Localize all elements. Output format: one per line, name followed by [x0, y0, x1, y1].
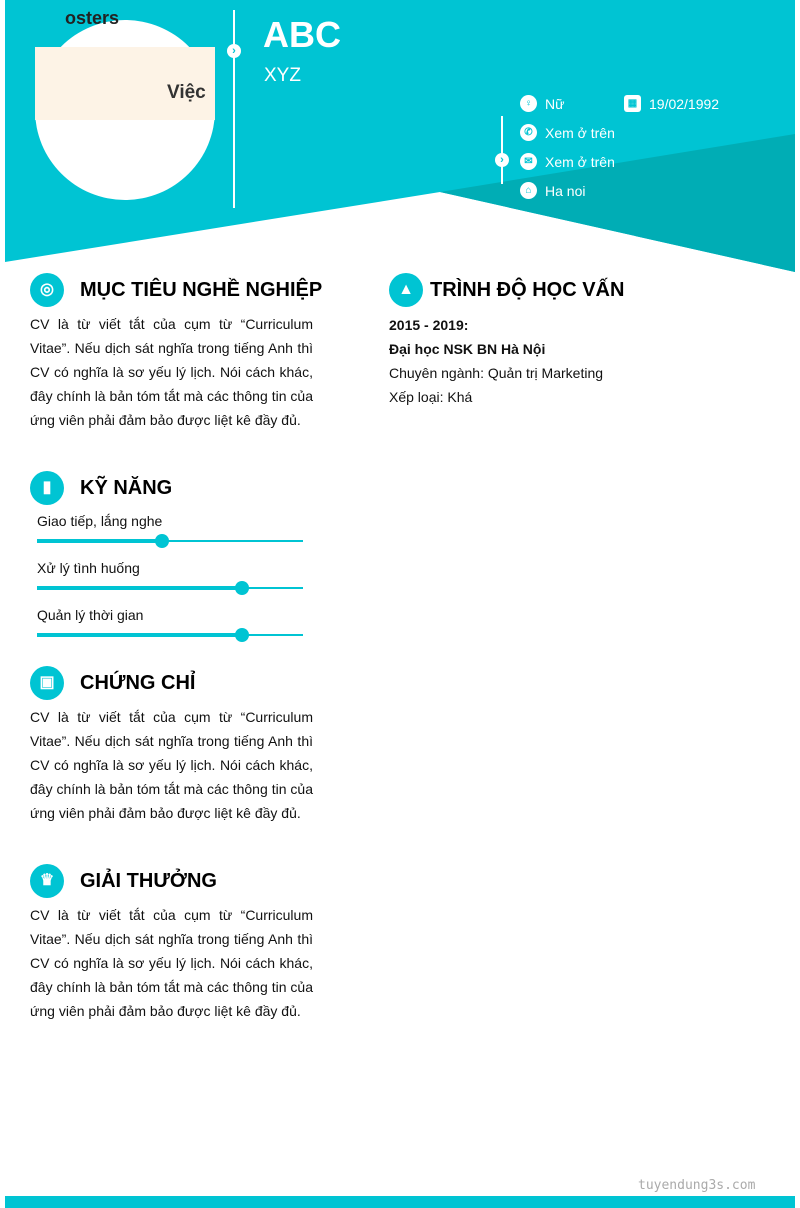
education-title: TRÌNH ĐỘ HỌC VẤN [430, 278, 625, 301]
skill-item [37, 513, 303, 542]
gender-value: Nữ [545, 95, 565, 112]
email-info [520, 153, 615, 170]
education-period: 2015 - 2019: [389, 317, 469, 333]
address-value: Ha noi [545, 182, 586, 199]
avatar [35, 8, 215, 200]
address-info [520, 182, 585, 199]
education-major: Chuyên ngành: Quản trị Marketing [389, 365, 604, 381]
gender-icon: ♀ [520, 95, 537, 112]
skill-fill [37, 633, 242, 637]
chevron-right-icon: › [227, 44, 241, 58]
skill-track [37, 587, 303, 589]
objective-heading [30, 273, 322, 307]
contact-divider [501, 116, 503, 184]
watermark: tuyendung3s.com [638, 1178, 756, 1193]
skill-name: Quản lý thời gian [37, 607, 144, 623]
avatar-text-top: osters [65, 8, 120, 28]
skill-track [37, 540, 303, 542]
calendar-icon: ▦ [624, 95, 641, 112]
phone-info [520, 124, 615, 141]
avatar-text-mid: Việc [167, 82, 206, 103]
email-icon: ✉ [520, 153, 537, 170]
skill-name: Giao tiếp, lắng nghe [37, 513, 163, 529]
footer-bar [5, 1196, 795, 1208]
skill-item [37, 607, 303, 636]
skill-item [37, 560, 303, 589]
objective-text: CV là từ viết tắt của cụm từ “Curriculum Vitae”. Nếu dịch sát nghĩa trong tiếng Anh thì CV có nghĩa là sơ yếu lý lịch. Nói cách khác, đây chính là bản tóm tắt mà các thông tin của ứng viên phải đảm bảo được liệt kê đầy đủ. [30, 316, 313, 428]
skill-fill [37, 586, 242, 590]
objective-title: MỤC TIÊU NGHỀ NGHIỆP [80, 278, 323, 301]
email-value: Xem ở trên [545, 153, 615, 170]
skills-heading [30, 471, 172, 505]
target-icon: ◎ [30, 273, 64, 307]
home-icon: ⌂ [520, 182, 537, 199]
education-entry [389, 313, 603, 409]
header-divider [233, 10, 235, 208]
awards-heading [30, 864, 217, 898]
phone-value: Xem ở trên [545, 124, 615, 141]
candidate-name: ABC [263, 14, 341, 55]
certificates-title: CHỨNG CHỈ [80, 671, 196, 694]
chevron-right-icon: › [495, 153, 509, 167]
birthday-info [624, 95, 719, 112]
skill-track [37, 634, 303, 636]
skills-title: KỸ NĂNG [80, 476, 173, 499]
graduation-cap-icon: ▲ [389, 273, 423, 307]
education-grade: Xếp loại: Khá [389, 389, 473, 405]
bar-chart-icon: ▮ [30, 471, 64, 505]
skill-knob [235, 628, 249, 642]
trophy-icon: ♛ [30, 864, 64, 898]
gender-info [520, 95, 564, 112]
skill-fill [37, 539, 162, 543]
skill-knob [155, 534, 169, 548]
education-heading [389, 273, 624, 307]
awards-text: CV là từ viết tắt của cụm từ “Curriculum Vitae”. Nếu dịch sát nghĩa trong tiếng Anh thì CV có nghĩa là sơ yếu lý lịch. Nói cách khác, đây chính là bản tóm tắt mà các thông tin của ứng viên phải đảm bảo được liệt kê đầy đủ. [30, 907, 313, 1019]
education-school: Đại học NSK BN Hà Nội [389, 341, 546, 357]
certificates-text: CV là từ viết tắt của cụm từ “Curriculum Vitae”. Nếu dịch sát nghĩa trong tiếng Anh thì CV có nghĩa là sơ yếu lý lịch. Nói cách khác, đây chính là bản tóm tắt mà các thông tin của ứng viên phải đảm bảo được liệt kê đầy đủ. [30, 709, 313, 821]
certificates-heading [30, 666, 195, 700]
birthday-value: 19/02/1992 [649, 95, 720, 112]
phone-icon: ✆ [520, 124, 537, 141]
skill-name: Xử lý tình huống [37, 560, 140, 576]
certificate-icon: ▣ [30, 666, 64, 700]
awards-title: GIẢI THƯỞNG [80, 869, 217, 892]
candidate-position: XYZ [264, 65, 301, 86]
skill-knob [235, 581, 249, 595]
